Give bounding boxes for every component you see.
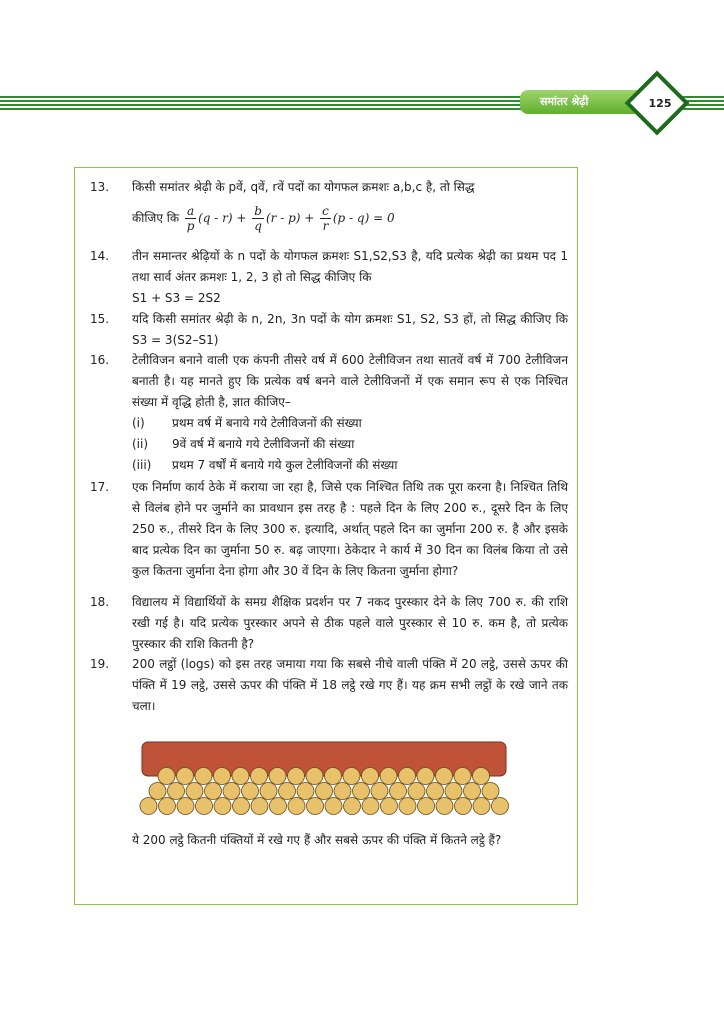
log-end <box>381 798 398 815</box>
log-end <box>325 768 342 785</box>
log-end <box>307 798 324 815</box>
log-end <box>334 783 351 800</box>
log-end <box>408 783 425 800</box>
question-18: 18. विद्यालय में विद्यार्थियों के समग्र शैक्षिक प्रदर्शन पर 7 नकद पुरस्कार देने के लिए 700 रु. की राशि रखी गई है। यदि प्रत्येक पुरस्कार अपने से ठीक पहले वाले पुरस्कार से 10 रु. कम है, तो प्रत्येक पुरस्कार की राशि कितनी है? <box>90 595 568 651</box>
formula: $\frac{a}{p}$ (q - r) + $\frac{b}{q}$ (r - p) + $\frac{c}{r}$ (p - q) = 0 <box>186 204 395 233</box>
log-end <box>196 798 213 815</box>
chapter-title: समांतर श्रेढ़ी <box>540 95 589 108</box>
log-end <box>399 768 416 785</box>
log-end <box>418 798 435 815</box>
log-end <box>242 783 259 800</box>
log-end <box>260 783 277 800</box>
log-end <box>445 783 462 800</box>
log-end <box>390 783 407 800</box>
log-end <box>251 768 268 785</box>
log-end <box>306 768 323 785</box>
log-end <box>177 768 194 785</box>
log-end <box>270 798 287 815</box>
log-end <box>454 768 471 785</box>
question-13: 13. किसी समांतर श्रेढ़ी के pवें, qवें, rवें पदों का योगफल क्रमशः a,b,c है, तो सिद्ध कीजिए कि $\frac{a}{p}$ (q - r) + $\frac{b}{q}$ (r - p) + $\frac{c}{r}$ (p - q) = 0 <box>90 180 475 233</box>
log-stack-illustration <box>130 738 518 816</box>
log-end <box>186 783 203 800</box>
log-end <box>297 783 314 800</box>
log-end <box>159 798 176 815</box>
log-end <box>269 768 286 785</box>
log-end <box>177 798 194 815</box>
log-end <box>288 768 305 785</box>
final-question: ये 200 लट्ठे कितनी पंक्तियों में रखे गए हैं और सबसे ऊपर की पंक्ति में कितने लट्ठे हैं? <box>132 833 502 847</box>
question-14: 14. तीन समान्तर श्रेढ़ियों के n पदों के योगफल क्रमशः S1,S2,S3 है, यदि प्रत्येक श्रेढ़ी का प्रथम पद 1 तथा सार्व अंतर क्रमशः 1, 2, 3 हो तो सिद्ध कीजिए कि S1 + S3 = 2S2 <box>90 249 568 305</box>
log-end <box>232 768 249 785</box>
log-end <box>140 798 157 815</box>
log-end <box>214 768 231 785</box>
log-end <box>251 798 268 815</box>
q16-sub-ii: (ii) 9वें वर्ष में बनाये गये टेलीविजनों की संख्या <box>132 437 355 451</box>
question-15: 15. यदि किसी समांतर श्रेढ़ी के n, 2n, 3n पदों के योग क्रमशः S1, S2, S3 हों, तो सिद्ध कीजिए कि S3 = 3(S2–S1) <box>90 312 568 347</box>
log-end <box>316 783 333 800</box>
log-end <box>455 798 472 815</box>
log-end <box>325 798 342 815</box>
question-16: 16. टेलीविजन बनाने वाली एक कंपनी तीसरे वर्ष में 600 टेलीविजन तथा सातवें वर्ष में 700 टेलीविजन बनाती है। यह मानते हुए कि प्रत्येक वर्ष बनने वाले टेलीविजनों में एक समान रूप से एक निश्चित संख्या में वृद्धि होती है, ज्ञात कीजिए– <box>90 353 568 409</box>
q16-sub-i: (i) प्रथम वर्ष में बनाये गये टेलीविजनों की संख्या <box>132 416 362 430</box>
log-end <box>473 768 490 785</box>
log-end <box>464 783 481 800</box>
log-end <box>436 798 453 815</box>
log-end <box>427 783 444 800</box>
log-end <box>353 783 370 800</box>
log-end <box>223 783 240 800</box>
page-number: 125 <box>648 97 672 110</box>
log-end <box>205 783 222 800</box>
question-17: 17. एक निर्माण कार्य ठेके में कराया जा रहा है, जिसे एक निश्चित तिथि तक पूरा करना है। निश्चित तिथि से विलंब होने पर जुर्माने का प्रावधान इस तरह है : पहले दिन के लिए 200 रु., दूसरे दिन के लिए 250 रु., तीसरे दिन के लिए 300 रु. इत्यादि, अर्थात् पहले दिन का जुर्माना 200 रु. है और इसके बाद प्रत्येक दिन का जुर्माना 50 रु. बढ़ जाएगा। ठेकेदार ने कार्य में 30 दिन का विलंब किया तो उसे कुल कितना जुर्माना देना होगा और 30 वें दिन के लिए कितना जुर्माना होगा? <box>90 480 568 578</box>
log-end <box>399 798 416 815</box>
log-end <box>362 798 379 815</box>
log-end <box>344 798 361 815</box>
log-end <box>158 768 175 785</box>
log-end <box>492 798 509 815</box>
q16-sub-iii: (iii) प्रथम 7 वर्षों में बनाये गये कुल टेलीविजनों की संख्या <box>132 458 398 472</box>
log-end <box>482 783 499 800</box>
log-end <box>473 798 490 815</box>
log-end <box>279 783 296 800</box>
log-end <box>371 783 388 800</box>
log-end <box>195 768 212 785</box>
log-end <box>233 798 250 815</box>
question-19: 19. 200 लट्ठों (logs) को इस तरह जमाया गया कि सबसे नीचे वाली पंक्ति में 20 लट्ठे, उससे ऊपर की पंक्ति में 19 लट्ठे, उससे ऊपर की पंक्ति में 18 लट्ठे रखे गए हैं। यह क्रम सभी लट्ठों के रखे जाने तक चला। <box>90 657 568 713</box>
log-end <box>380 768 397 785</box>
log-end <box>343 768 360 785</box>
log-end <box>417 768 434 785</box>
question-13-prefix: कीजिए कि <box>132 211 180 225</box>
log-end <box>168 783 185 800</box>
log-end <box>214 798 231 815</box>
log-end <box>362 768 379 785</box>
log-end <box>436 768 453 785</box>
log-end <box>288 798 305 815</box>
log-end <box>149 783 166 800</box>
